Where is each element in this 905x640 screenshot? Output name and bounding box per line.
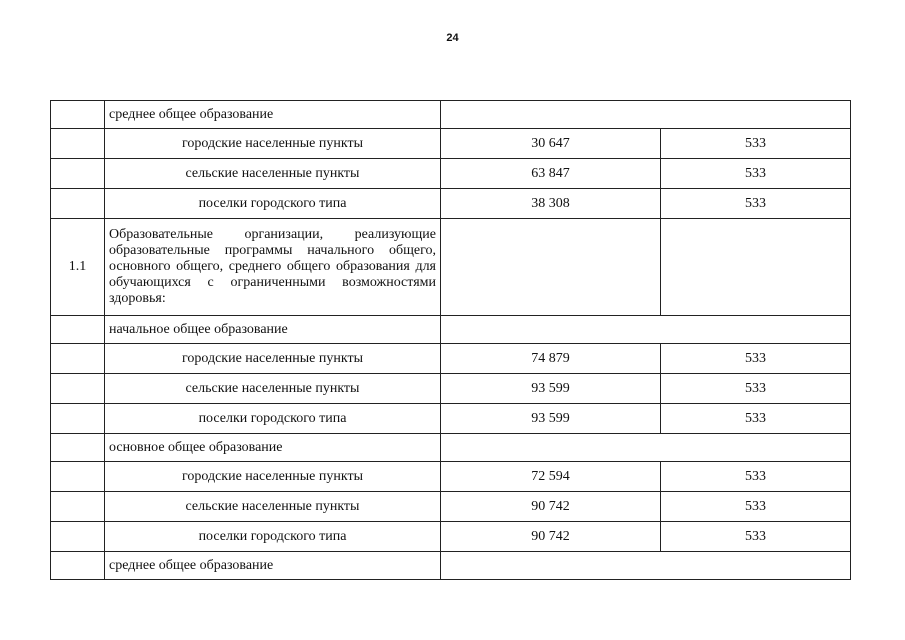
- settlement-type-cell: сельские населенные пункты: [105, 492, 441, 522]
- empty-value-cell: [441, 434, 851, 462]
- secondary-value-cell: 533: [661, 492, 851, 522]
- settlement-type-cell: сельские населенные пункты: [105, 159, 441, 189]
- empty-value-cell: [441, 316, 851, 344]
- row-number-cell: [51, 189, 105, 219]
- row-number-cell: 1.1: [51, 219, 105, 316]
- table-row: [51, 219, 851, 316]
- normative-cost-cell: 90 742: [441, 492, 661, 522]
- row-number-cell: [51, 101, 105, 129]
- category-description-cell: Образовательные организации, реализующие образовательные программы начального общего, основного общего, среднего общего образования для обучающихся с ограниченными возможностями здоровья:: [105, 219, 441, 316]
- secondary-value-cell: 533: [661, 404, 851, 434]
- page-number: 24: [446, 32, 459, 44]
- normative-cost-cell: 93 599: [441, 374, 661, 404]
- secondary-value-cell: 533: [661, 374, 851, 404]
- normative-cost-cell: 63 847: [441, 159, 661, 189]
- table-row: [51, 101, 851, 129]
- table-body: [51, 101, 851, 580]
- row-number-cell: [51, 344, 105, 374]
- row-number-cell: [51, 159, 105, 189]
- normative-cost-cell: 74 879: [441, 344, 661, 374]
- row-number-cell: [51, 552, 105, 580]
- table-row: [51, 522, 851, 552]
- settlement-type-cell: поселки городского типа: [105, 404, 441, 434]
- row-number-cell: [51, 129, 105, 159]
- settlement-type-cell: поселки городского типа: [105, 189, 441, 219]
- table-row: [51, 129, 851, 159]
- secondary-value-cell: 533: [661, 159, 851, 189]
- row-number-cell: [51, 522, 105, 552]
- table-row: [51, 492, 851, 522]
- row-number-cell: [51, 316, 105, 344]
- table-row: [51, 404, 851, 434]
- row-number-cell: [51, 434, 105, 462]
- normative-cost-cell: 38 308: [441, 189, 661, 219]
- settlement-type-cell: городские населенные пункты: [105, 462, 441, 492]
- secondary-value-cell: 533: [661, 344, 851, 374]
- settlement-type-cell: сельские населенные пункты: [105, 374, 441, 404]
- section-heading-cell: среднее общее образование: [105, 552, 441, 580]
- row-number-cell: [51, 374, 105, 404]
- section-heading-cell: начальное общее образование: [105, 316, 441, 344]
- value-cell-v2: [661, 219, 851, 316]
- value-cell-v1: [441, 219, 661, 316]
- secondary-value-cell: 533: [661, 189, 851, 219]
- table-row: [51, 552, 851, 580]
- tariff-table: [50, 100, 851, 580]
- table-row: [51, 316, 851, 344]
- empty-value-cell: [441, 552, 851, 580]
- normative-cost-cell: 30 647: [441, 129, 661, 159]
- settlement-type-cell: городские населенные пункты: [105, 129, 441, 159]
- settlement-type-cell: городские населенные пункты: [105, 344, 441, 374]
- secondary-value-cell: 533: [661, 522, 851, 552]
- table-row: [51, 374, 851, 404]
- secondary-value-cell: 533: [661, 462, 851, 492]
- table-row: [51, 159, 851, 189]
- table-row: [51, 462, 851, 492]
- normative-cost-cell: 90 742: [441, 522, 661, 552]
- normative-cost-cell: 93 599: [441, 404, 661, 434]
- table-row: [51, 189, 851, 219]
- row-number-cell: [51, 462, 105, 492]
- empty-value-cell: [441, 101, 851, 129]
- secondary-value-cell: 533: [661, 129, 851, 159]
- section-heading-cell: основное общее образование: [105, 434, 441, 462]
- normative-cost-cell: 72 594: [441, 462, 661, 492]
- row-number-cell: [51, 492, 105, 522]
- settlement-type-cell: поселки городского типа: [105, 522, 441, 552]
- section-heading-cell: среднее общее образование: [105, 101, 441, 129]
- row-number-cell: [51, 404, 105, 434]
- table-row: [51, 434, 851, 462]
- table-row: [51, 344, 851, 374]
